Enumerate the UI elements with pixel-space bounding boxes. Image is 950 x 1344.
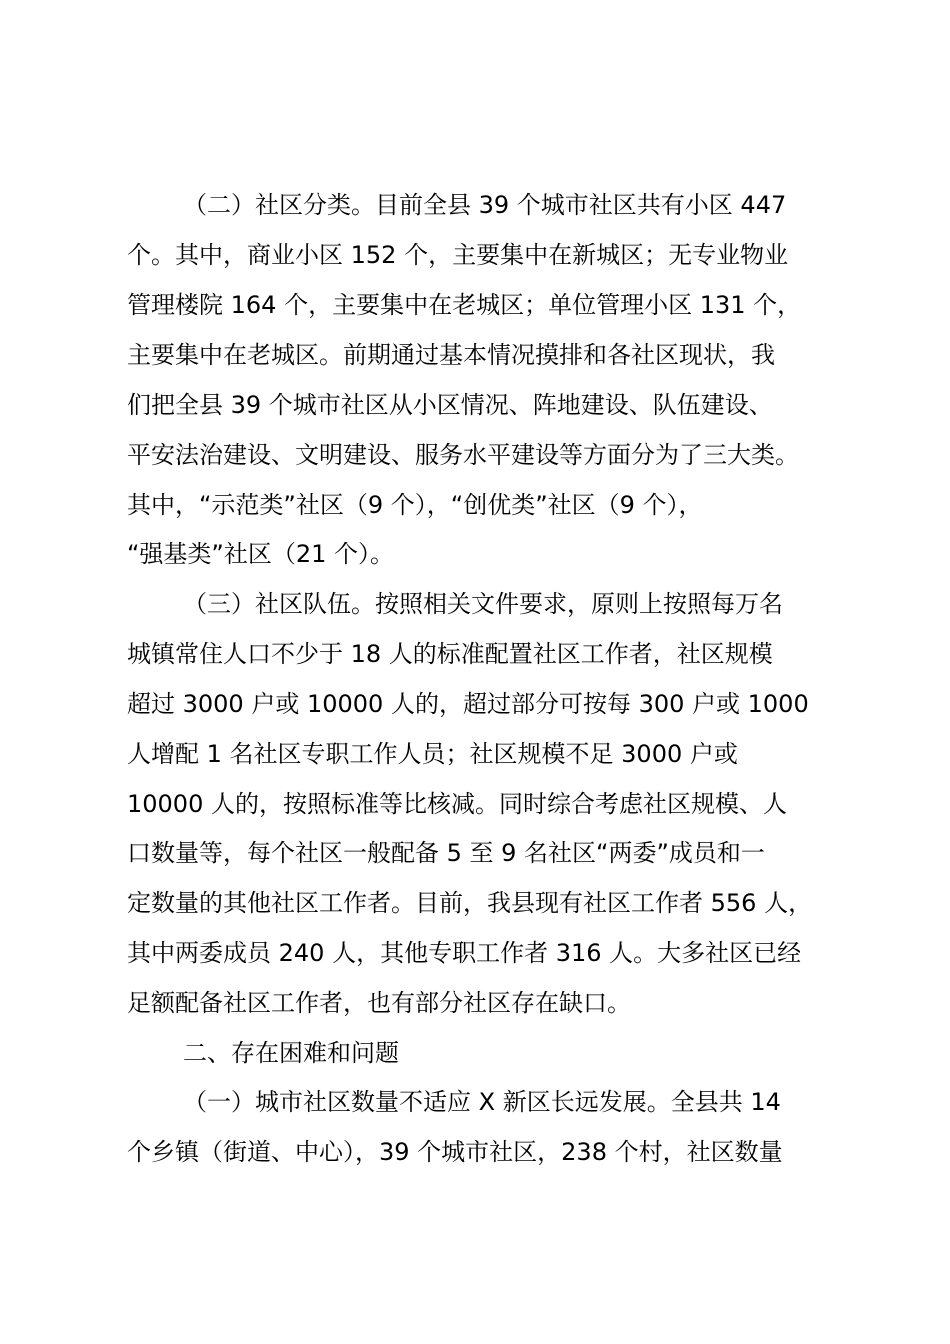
text-line: 口数量等，每个社区一般配备 5 至 9 名社区“两委”成员和一 bbox=[127, 839, 765, 867]
text-line: 城镇常住人口不少于 18 人的标准配置社区工作者，社区规模 bbox=[127, 640, 773, 668]
text-line: 人增配 1 名社区专职工作人员；社区规模不足 3000 户或 bbox=[127, 740, 738, 768]
text-line: 其中，“示范类”社区（9 个），“创优类”社区（9 个）， bbox=[127, 491, 703, 519]
text-line: 超过 3000 户或 10000 人的，超过部分可按每 300 户或 1000 bbox=[127, 690, 809, 718]
text-line: 定数量的其他社区工作者。目前，我县现有社区工作者 556 人， bbox=[127, 889, 813, 917]
text-line: 管理楼院 164 个，主要集中在老城区；单位管理小区 131 个， bbox=[127, 291, 802, 319]
text-line: 平安法治建设、文明建设、服务水平建设等方面分为了三大类。 bbox=[127, 441, 799, 469]
text-line: 们把全县 39 个城市社区从小区情况、阵地建设、队伍建设、 bbox=[127, 391, 773, 419]
text-line: 其中两委成员 240 人，其他专职工作者 316 人。大多社区已经 bbox=[127, 939, 802, 967]
text-line: （三）社区队伍。按照相关文件要求，原则上按照每万名 bbox=[183, 590, 783, 618]
text-line: （一）城市社区数量不适应 X 新区长远发展。全县共 14 bbox=[183, 1088, 781, 1116]
text-line: 个乡镇（街道、中心），39 个城市社区，238 个村，社区数量 bbox=[127, 1138, 783, 1166]
text-line: （二）社区分类。目前全县 39 个城市社区共有小区 447 bbox=[183, 191, 787, 219]
text-line: 个。其中，商业小区 152 个，主要集中在新城区；无专业物业 bbox=[127, 241, 789, 269]
text-line: 足额配备社区工作者，也有部分社区存在缺口。 bbox=[127, 989, 631, 1017]
text-line: 10000 人的，按照标准等比核减。同时综合考虑社区规模、人 bbox=[127, 790, 787, 818]
section-title: 二、存在困难和问题 bbox=[183, 1039, 399, 1067]
text-line: “强基类”社区（21 个）。 bbox=[127, 540, 395, 568]
text-line: 主要集中在老城区。前期通过基本情况摸排和各社区现状，我 bbox=[127, 341, 775, 369]
